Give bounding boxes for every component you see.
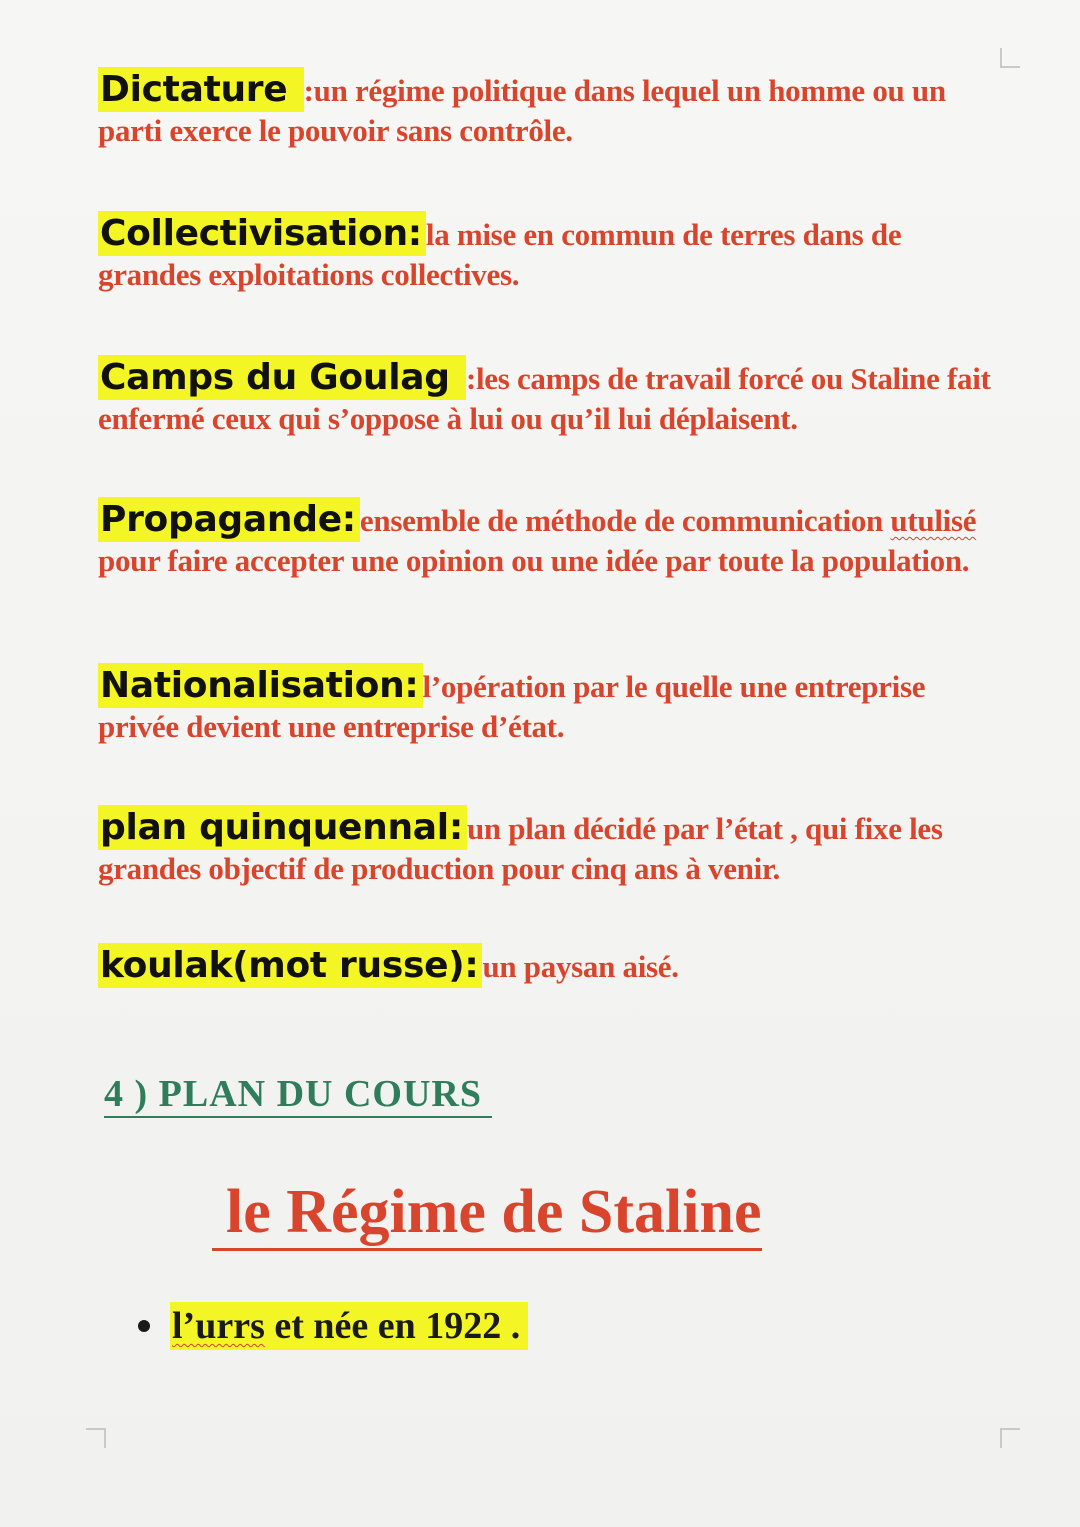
definition-term: Propagande: [98,497,360,542]
definition-text: pour faire accepter une opinion ou une idée par toute la population. [98,543,970,578]
definition-plan-quinquennal [98,808,1008,889]
page-title: le Régime de Staline [212,1178,762,1251]
definition-koulak [98,946,1008,987]
page-corner-mark [1000,48,1020,68]
definition-term: Dictature [98,67,304,112]
definition-propagande [98,500,1008,581]
bullet-icon [138,1320,150,1332]
bullet-text [170,1302,528,1350]
section-heading: 4 ) PLAN DU COURS [104,1072,492,1118]
definition-nationalisation [98,666,1008,747]
definition-text: l’opération par le quelle une entreprise privée devient une entreprise d’état. [98,669,926,744]
definition-text: un paysan aisé. [482,949,679,984]
definition-text: la mise en commun de terres dans de grandes exploitations collectives. [98,217,902,292]
misspelled-word: utulisé [890,503,977,538]
definition-term: Collectivisation: [98,211,426,256]
definition-term: plan quinquennal: [98,805,467,850]
page-corner-mark [1000,1428,1020,1448]
definition-term: koulak(mot russe): [98,943,482,988]
misspelled-word: l’urrs [172,1305,265,1347]
definition-goulag [98,358,1008,439]
definition-text-start: ensemble de méthode de communication [359,503,891,538]
page-corner-mark [86,1428,106,1448]
bullet-text-rest: et née en 1922 . [264,1305,521,1347]
definition-dictature [98,70,1008,151]
definition-term: Camps du Goulag [98,355,466,400]
definition-text: :un régime politique dans lequel un homme ou un parti exerce le pouvoir sans contrôle. [98,73,946,148]
definition-term: Nationalisation: [98,663,423,708]
definition-text: un plan décidé par l’état , qui fixe les grandes objectif de production pour cinq ans à venir. [98,811,943,886]
list-item [138,1302,528,1350]
definition-text: :les camps de travail forcé ou Staline fait enfermé ceux qui s’oppose à lui ou qu’il lui déplaisent. [98,361,991,436]
definition-collectivisation [98,214,1008,295]
